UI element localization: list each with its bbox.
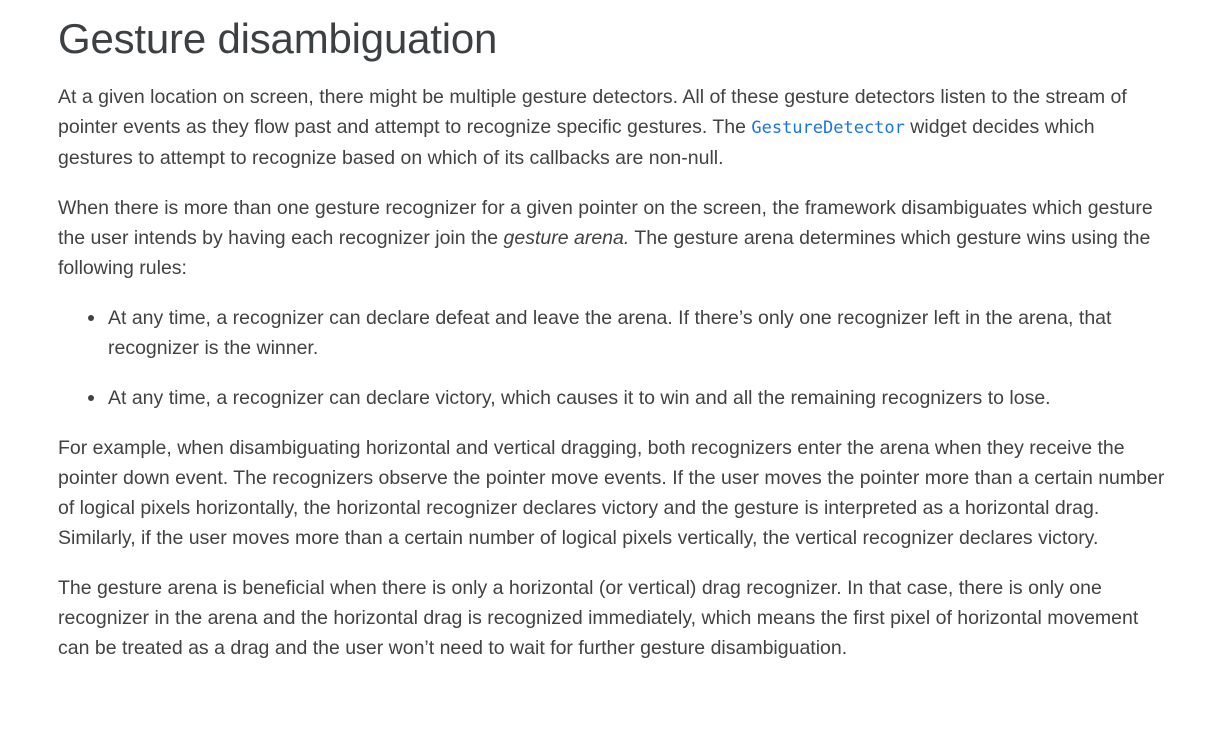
arena-rules-list xyxy=(58,303,1168,413)
bullet-icon xyxy=(88,395,94,401)
rule-text: At any time, a recognizer can declare victory, which causes it to win and all the remaining recognizers to lose. xyxy=(108,387,1051,409)
list-item xyxy=(108,383,1168,413)
rule-text: At any time, a recognizer can declare defeat and leave the arena. If there’s only one recognizer left in the arena, that recognizer is the winner. xyxy=(108,307,1112,359)
paragraph-gesture-arena xyxy=(58,193,1168,283)
gesture-arena-emphasis: gesture arena. xyxy=(503,227,630,249)
page-title: Gesture disambiguation xyxy=(58,15,498,62)
list-item xyxy=(108,303,1168,363)
article-content xyxy=(58,0,1168,663)
paragraph-dragging-example: For example, when disambiguating horizontal and vertical dragging, both recognizers enter the arena when they receive the pointer down event. The recognizers observe the pointer move events. If the user moves the pointer more than a certain number of logical pixels horizontally, the horizontal recognizer declares victory and the gesture is interpreted as a horizontal drag. Similarly, if the user moves more than a certain number of logical pixels vertically, the vertical recognizer declares victory. xyxy=(58,437,1165,549)
paragraph-text: The gesture arena determines which gesture wins using the following rules: xyxy=(58,227,1151,279)
paragraph-text: When there is more than one gesture recognizer for a given pointer on the screen, the framework disambiguates which gesture the user intends by having each recognizer join the xyxy=(58,197,1153,249)
paragraph-arena-benefit: The gesture arena is beneficial when there is only a horizontal (or vertical) drag recognizer. In that case, there is only one recognizer in the arena and the horizontal drag is recognized immediately, which means the first pixel of horizontal movement can be treated as a drag and the user won’t need to wait for further gesture disambiguation. xyxy=(58,577,1139,659)
paragraph-gesture-detectors xyxy=(58,82,1168,173)
paragraph-text: widget decides which gestures to attempt to recognize based on which of its callbacks are non-null. xyxy=(58,116,1095,169)
gesture-detector-code-link[interactable]: GestureDetector xyxy=(751,118,905,138)
bullet-icon xyxy=(88,315,94,321)
paragraph-text: At a given location on screen, there might be multiple gesture detectors. All of these gesture detectors listen to the stream of pointer events as they flow past and attempt to recognize specific gestures. The xyxy=(58,86,1127,138)
